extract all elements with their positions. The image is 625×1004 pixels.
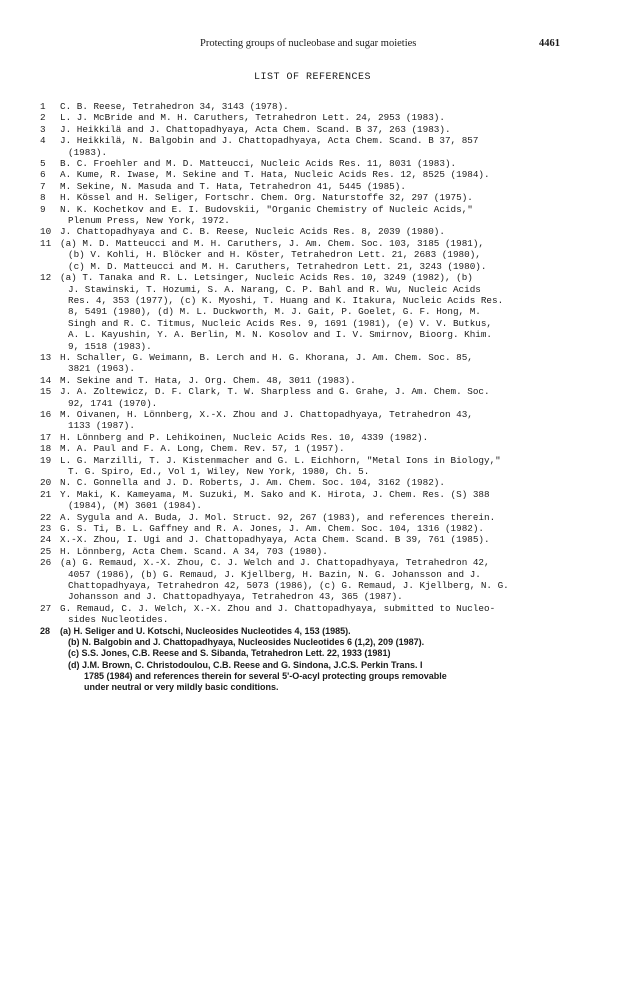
reference-item: [40, 158, 580, 169]
reference-line: A. Kume, R. Iwase, M. Sekine and T. Hata, Nucleic Acids Res. 12, 8525 (1984).: [60, 169, 490, 181]
reference-line: (c) S.S. Jones, C.B. Reese and S. Sibanda, Tetrahedron Lett. 22, 1933 (1981): [68, 648, 391, 659]
reference-line: (a) G. Remaud, X.-X. Zhou, C. J. Welch and J. Chattopadhyaya, Tetrahedron 42,: [60, 557, 490, 569]
reference-line: under neutral or very mildly basic conditions.: [84, 682, 279, 693]
reference-line: 92, 1741 (1970).: [68, 397, 158, 409]
reference-number: 15: [40, 386, 52, 398]
reference-line: N. K. Kochetkov and E. I. Budovskii, "Organic Chemistry of Nucleic Acids,": [60, 203, 473, 215]
reference-number: 27: [40, 602, 52, 614]
reference-number: 28: [40, 625, 51, 636]
reference-item: [40, 135, 580, 158]
reference-number: 16: [40, 408, 52, 420]
reference-line: J. A. Zoltewicz, D. F. Clark, T. W. Sharpless and G. Grahe, J. Am. Chem. Soc.: [60, 386, 490, 398]
reference-line: J. Stawinski, T. Hozumi, S. A. Narang, C. P. Bahl and R. Wu, Nucleic Acids: [68, 283, 481, 295]
reference-number: 4: [40, 135, 46, 147]
reference-number: 13: [40, 351, 52, 363]
reference-number: 19: [40, 454, 52, 466]
reference-number: 5: [40, 158, 46, 170]
reference-line: J. Heikkilä, N. Balgobin and J. Chattopadhyaya, Acta Chem. Scand. B 37, 857: [60, 135, 479, 147]
reference-line: (c) M. D. Matteucci and M. H. Caruthers, Tetrahedron Lett. 21, 3243 (1980).: [68, 260, 487, 272]
reference-line: (d) J.M. Brown, C. Christodoulou, C.B. Reese and G. Sindona, J.C.S. Perkin Trans. I: [68, 659, 423, 670]
reference-line: (b) N. Balgobin and J. Chattopadhyaya, Nucleosides Nucleotides 6 (1,2), 209 (1987).: [68, 636, 425, 647]
reference-number: 22: [40, 511, 52, 523]
reference-item: [40, 192, 580, 203]
reference-item: [40, 512, 580, 523]
reference-line: (1983).: [68, 146, 108, 158]
reference-line: sides Nucleotides.: [68, 614, 169, 626]
reference-line: 1133 (1987).: [68, 420, 135, 432]
reference-item: [40, 477, 580, 488]
reference-item: [40, 489, 580, 512]
reference-line: A. L. Kayushin, Y. A. Berlin, M. N. Kosolov and I. V. Smirnov, Bioorg. Khim.: [68, 329, 493, 341]
reference-number: 17: [40, 431, 52, 443]
reference-number: 10: [40, 226, 52, 238]
reference-item: [40, 204, 580, 227]
reference-item: [40, 443, 580, 454]
reference-line: H. Schaller, G. Weimann, B. Lerch and H. G. Khorana, J. Am. Chem. Soc. 85,: [60, 351, 473, 363]
reference-item: [40, 169, 580, 180]
reference-number: 8: [40, 192, 46, 204]
running-title: Protecting groups of nucleobase and sugar moieties: [200, 38, 417, 49]
reference-list: [40, 101, 580, 693]
reference-item: [40, 112, 580, 123]
reference-item: [40, 523, 580, 534]
reference-item: [40, 534, 580, 545]
reference-number: 18: [40, 443, 52, 455]
reference-line: 8, 5491 (1980), (d) M. L. Duckworth, M. J. Gait, P. Goelet, G. F. Hong, M.: [68, 306, 481, 318]
reference-number: 26: [40, 557, 52, 569]
reference-item: [40, 101, 580, 112]
reference-line: 4057 (1986), (b) G. Remaud, J. Kjellberg, H. Bazin, N. G. Johansson and J.: [68, 568, 481, 580]
reference-item: [40, 124, 580, 135]
reference-line: J. Heikkilä and J. Chattopadhyaya, Acta Chem. Scand. B 37, 263 (1983).: [60, 123, 451, 135]
reference-line: H. Kössel and H. Seliger, Fortschr. Chem. Org. Naturstoffe 32, 297 (1975).: [60, 192, 473, 204]
reference-number: 11: [40, 237, 52, 249]
reference-item: [40, 386, 580, 409]
reference-item: [40, 409, 580, 432]
reference-item: [40, 272, 580, 352]
reference-line: A. Sygula and A. Buda, J. Mol. Struct. 92, 267 (1983), and references therein.: [60, 511, 496, 523]
reference-line: T. G. Spiro, Ed., Vol 1, Wiley, New York, 1980, Ch. 5.: [68, 466, 370, 477]
reference-item: [40, 557, 580, 603]
reference-line: (1984), (M) 3601 (1984).: [68, 500, 202, 512]
reference-line: (a) T. Tanaka and R. L. Letsinger, Nucleic Acids Res. 10, 3249 (1982), (b): [60, 272, 473, 284]
reference-line: N. C. Gonnella and J. D. Roberts, J. Am. Chem. Soc. 104, 3162 (1982).: [60, 477, 445, 489]
reference-number: 6: [40, 169, 46, 181]
reference-number: 7: [40, 180, 46, 192]
reference-item: [40, 626, 580, 694]
reference-line: L. J. McBride and M. H. Caruthers, Tetrahedron Lett. 24, 2953 (1983).: [60, 112, 445, 124]
reference-line: (a) H. Seliger and U. Kotschi, Nucleosides Nucleotides 4, 153 (1985).: [60, 625, 351, 636]
reference-item: [40, 455, 580, 478]
reference-line: B. C. Froehler and M. D. Matteucci, Nucleic Acids Res. 11, 8031 (1983).: [60, 158, 457, 170]
reference-item: [40, 181, 580, 192]
reference-item: [40, 375, 580, 386]
reference-line: Y. Maki, K. Kameyama, M. Suzuki, M. Sako and K. Hirota, J. Chem. Res. (S) 388: [60, 488, 490, 500]
reference-number: 1: [40, 101, 46, 112]
reference-line: Chattopadhyaya, Tetrahedron 42, 5073 (1986), (c) G. Remaud, J. Kjellberg, N. G.: [68, 580, 509, 592]
reference-number: 12: [40, 272, 52, 284]
reference-line: G. Remaud, C. J. Welch, X.-X. Zhou and J. Chattopadhyaya, submitted to Nucleo-: [60, 602, 496, 614]
reference-item: [40, 546, 580, 557]
reference-item: [40, 226, 580, 237]
reference-number: 3: [40, 123, 46, 135]
reference-line: L. G. Marzilli, T. J. Kistenmacher and G. L. Eichhorn, "Metal Ions in Biology,": [60, 454, 501, 466]
reference-line: G. S. Ti, B. L. Gaffney and R. A. Jones, J. Am. Chem. Soc. 104, 1316 (1982).: [60, 523, 485, 535]
reference-line: Plenum Press, New York, 1972.: [68, 215, 230, 227]
reference-line: Johansson and J. Chattopadhyaya, Tetrahedron 43, 365 (1987).: [68, 591, 403, 603]
reference-line: 3821 (1963).: [68, 363, 135, 375]
reference-line: H. Lönnberg and P. Lehikoinen, Nucleic Acids Res. 10, 4339 (1982).: [60, 431, 429, 443]
reference-item: [40, 603, 580, 626]
reference-item: [40, 432, 580, 443]
reference-line: Singh and R. C. Titmus, Nucleic Acids Res. 9, 1691 (1981), (e) V. V. Butkus,: [68, 317, 493, 329]
reference-line: M. Oivanen, H. Lönnberg, X.-X. Zhou and J. Chattopadhyaya, Tetrahedron 43,: [60, 408, 473, 420]
reference-line: (b) V. Kohli, H. Blöcker and H. Köster, Tetrahedron Lett. 21, 2683 (1980),: [68, 249, 481, 261]
reference-line: 9, 1518 (1983).: [68, 340, 152, 352]
reference-line: M. Sekine and T. Hata, J. Org. Chem. 48, 3011 (1983).: [60, 374, 356, 386]
reference-line: 1785 (1984) and references therein for several 5'-O-acyl protecting groups removable: [84, 670, 447, 681]
reference-line: C. B. Reese, Tetrahedron 34, 3143 (1978).: [60, 101, 289, 112]
reference-line: M. Sekine, N. Masuda and T. Hata, Tetrahedron 41, 5445 (1985).: [60, 180, 406, 192]
reference-number: 25: [40, 545, 52, 557]
reference-line: (a) M. D. Matteucci and M. H. Caruthers, J. Am. Chem. Soc. 103, 3185 (1981),: [60, 237, 485, 249]
reference-item: [40, 352, 580, 375]
reference-number: 24: [40, 534, 52, 546]
reference-number: 14: [40, 374, 52, 386]
reference-number: 23: [40, 523, 52, 535]
reference-number: 21: [40, 488, 52, 500]
reference-number: 20: [40, 477, 52, 489]
reference-line: Res. 4, 353 (1977), (c) K. Myoshi, T. Huang and K. Itakura, Nucleic Acids Res.: [68, 294, 504, 306]
reference-number: 2: [40, 112, 46, 124]
reference-line: M. A. Paul and F. A. Long, Chem. Rev. 57, 1 (1957).: [60, 443, 345, 455]
reference-line: X.-X. Zhou, I. Ugi and J. Chattopadhyaya, Acta Chem. Scand. B 39, 761 (1985).: [60, 534, 490, 546]
page-number: 4461: [539, 38, 560, 49]
running-header: [100, 38, 560, 54]
reference-line: H. Lönnberg, Acta Chem. Scand. A 34, 703 (1980).: [60, 545, 328, 557]
reference-line: J. Chattopadhyaya and C. B. Reese, Nucleic Acids Res. 8, 2039 (1980).: [60, 226, 445, 238]
section-title: LIST OF REFERENCES: [253, 72, 372, 83]
reference-item: [40, 238, 580, 272]
reference-number: 9: [40, 203, 46, 215]
